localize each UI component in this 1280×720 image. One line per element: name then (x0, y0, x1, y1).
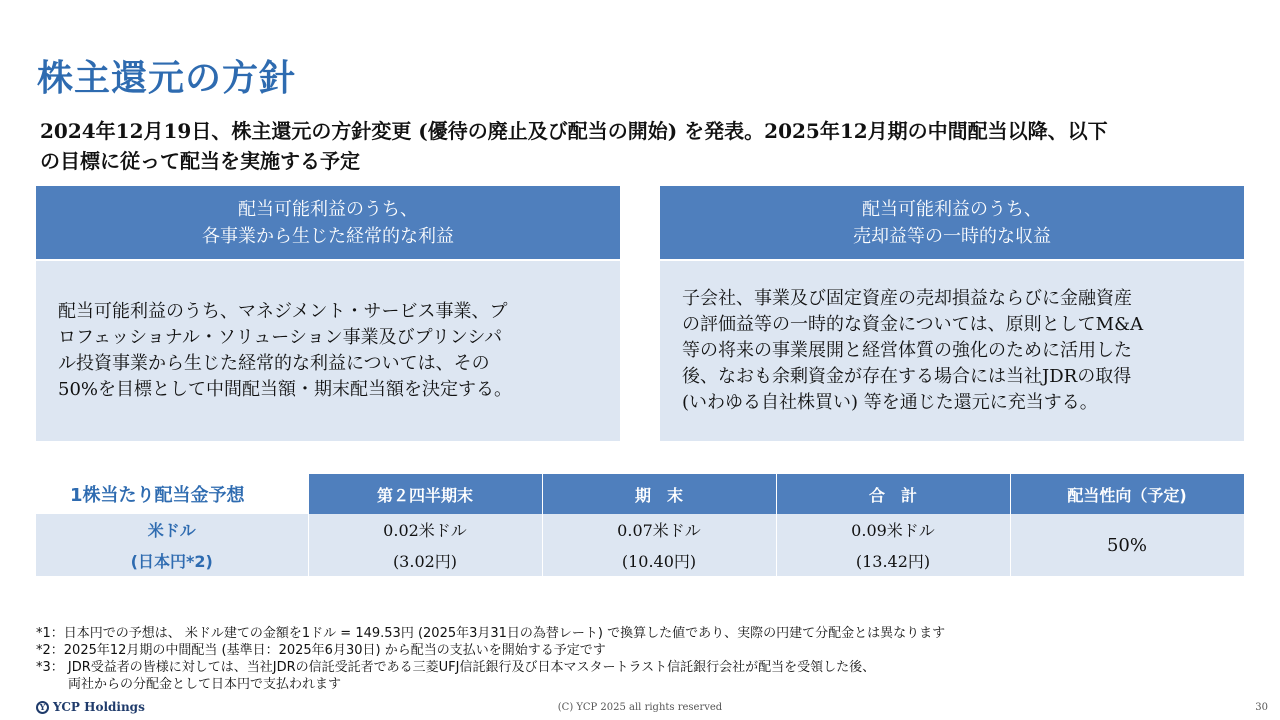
card-body-line: ル投資事業から生じた経常的な利益については、その (58, 353, 490, 374)
footnote: *1：日本円での予想は、 米ドル建ての金額を1ドル = 149.53円 (2025年3月31日の為替レート) で換算した値であり、実際の円建て分配金とは異なります (36, 626, 946, 641)
logo-text: YCP Holdings (53, 700, 145, 714)
card-body-line: 50%を目標として中間配当額・期末配当額を決定する。 (58, 379, 513, 400)
table-cell: 0.09米ドル (776, 514, 1010, 545)
footnotes (36, 625, 1256, 693)
table-cell: 0.02米ドル (308, 514, 542, 545)
column-header: 第２四半期末 (308, 474, 542, 514)
card-header (36, 186, 620, 259)
card-body-line: 後、なおも余剰資金が存在する場合には当社JDRの取得 (682, 366, 1132, 387)
card-body-line: 子会社、事業及び固定資産の売却損益ならびに金融資産 (682, 288, 1132, 309)
card-body-line: (いわゆる自社株買い) 等を通じた還元に充当する。 (682, 392, 1098, 413)
dividend-forecast-table (36, 474, 1245, 576)
card-body (36, 261, 620, 441)
recurring-profit-card (36, 186, 620, 441)
footnote: *2：2025年12月期の中間配当 (基準日：2025年6月30日) から配当の支払いを開始する予定です (36, 643, 606, 658)
payout-ratio-cell: 50% (1010, 514, 1244, 576)
table-cell: (13.42円) (776, 545, 1010, 576)
card-header-line: 配当可能利益のうち、 (238, 198, 418, 220)
footnote-continuation: 両社からの分配金として日本円で支払われます (68, 677, 342, 692)
card-body-line: 等の将来の事業展開と経営体質の強化のために活用した (682, 340, 1132, 361)
page-number: 30 (1255, 702, 1268, 713)
card-header (660, 186, 1244, 259)
copyright-notice: (C) YCP 2025 all rights reserved (557, 702, 723, 713)
footnote: *3： JDR受益者の皆様に対しては、当社JDRの信託受託者である三菱UFJ信託銀行及び日本マスタートラスト信託銀行会社が配当を受領した後、 (36, 660, 876, 675)
card-header-line: 各事業から生じた経常的な利益 (202, 225, 454, 247)
logo-mark-icon: Y (36, 701, 49, 714)
table-cell: 0.07米ドル (542, 514, 776, 545)
card-header-line: 配当可能利益のうち、 (862, 198, 1042, 220)
card-header-line: 売却益等の一時的な収益 (853, 225, 1051, 247)
table-header-row (36, 474, 1244, 514)
card-body-line: の評価益等の一時的な資金については、原則としてM&A (682, 314, 1144, 335)
card-body-line: 配当可能利益のうち、マネジメント・サービス事業、プ (58, 301, 508, 322)
column-header: 配当性向（予定) (1010, 474, 1244, 514)
lead-statement (40, 116, 1240, 176)
card-body-line: ロフェッショナル・ソリューション事業及びプリンシパ (58, 327, 503, 348)
column-header: 合 計 (776, 474, 1010, 514)
row-label: 米ドル (36, 514, 308, 545)
lead-line: 2024年12月19日、株主還元の方針変更 (優待の廃止及び配当の開始) を発表。2025年12月期の中間配当以降、以下 (40, 119, 1108, 143)
table-corner-label: 1株当たり配当金予想 (36, 474, 308, 514)
lead-line: の目標に従って配当を実施する予定 (40, 149, 360, 173)
row-label: (日本円*2) (36, 545, 308, 576)
page-title: 株主還元の方針 (37, 58, 297, 99)
card-body (660, 261, 1244, 441)
one-time-gain-card (660, 186, 1244, 441)
table-row (36, 514, 1244, 545)
table-cell: (10.40円) (542, 545, 776, 576)
column-header: 期 末 (542, 474, 776, 514)
table-cell: (3.02円) (308, 545, 542, 576)
